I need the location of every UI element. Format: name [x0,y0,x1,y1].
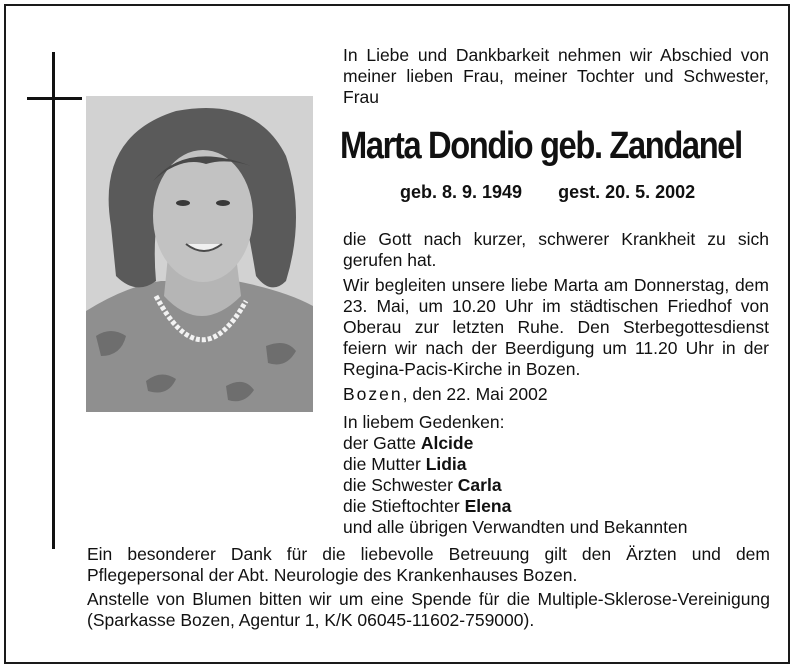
place-name: Bozen [343,384,403,404]
called-home-text: die Gott nach kurzer, schwerer Krankheit zu sich gerufen hat. [343,229,769,270]
donation-text: Anstelle von Blumen bitten wir um eine Spende für die Multiple-Sklerose-Vereinigung (Sparkasse Bozen, Agentur 1, K/K 06045-11602-759000). [87,589,770,630]
mourner-name: Carla [457,475,502,495]
list-item [343,496,769,517]
relation-label: die Schwester [343,475,458,495]
mourner-name: Elena [464,496,512,516]
portrait-photo [86,96,313,412]
mourner-name: Lidia [425,454,467,474]
thanks-text: Ein besonderer Dank für die liebevolle Betreuung gilt den Ärzten und dem Pflegepersonal der Abt. Neurologie des Krankenhauses Bozen. [87,544,770,585]
cross-icon-bar [27,97,82,100]
list-item [343,433,769,454]
announcement-body [343,229,769,409]
birth-date: geb. 8. 9. 1949 [400,182,523,202]
list-item [343,454,769,475]
portrait-image [86,96,313,412]
deceased-name: Marta Dondio geb. Zandanel [340,125,742,167]
life-dates [400,182,695,203]
footer-notes [87,544,770,634]
mourners-closing: und alle übrigen Verwandten und Bekannten [343,517,688,537]
funeral-details: Wir begleiten unsere liebe Marta am Donnerstag, dem 23. Mai, um 10.20 Uhr im städtischen Friedhof von Oberau zur letzten Ruhe. Den Sterbegottesdienst feiern wir nach der Beerdigung um 11.20 Uhr in der Regina-Pacis-Kirche in Bozen. [343,275,769,379]
cross-icon [52,52,55,549]
relation-label: die Mutter [343,454,426,474]
death-date: gest. 20. 5. 2002 [558,182,696,202]
notice-date: , den 22. Mai 2002 [402,384,548,404]
relation-label: der Gatte [343,433,421,453]
list-item [343,475,769,496]
place-date-line [343,384,769,405]
mourner-name: Alcide [420,433,474,453]
mourners-heading: In liebem Gedenken: [343,412,505,432]
mourners-list [343,412,769,538]
intro-text: In Liebe und Dankbarkeit nehmen wir Abschied von meiner lieben Frau, meiner Tochter und Schwester, Frau [343,45,769,107]
relation-label: die Stieftochter [343,496,465,516]
